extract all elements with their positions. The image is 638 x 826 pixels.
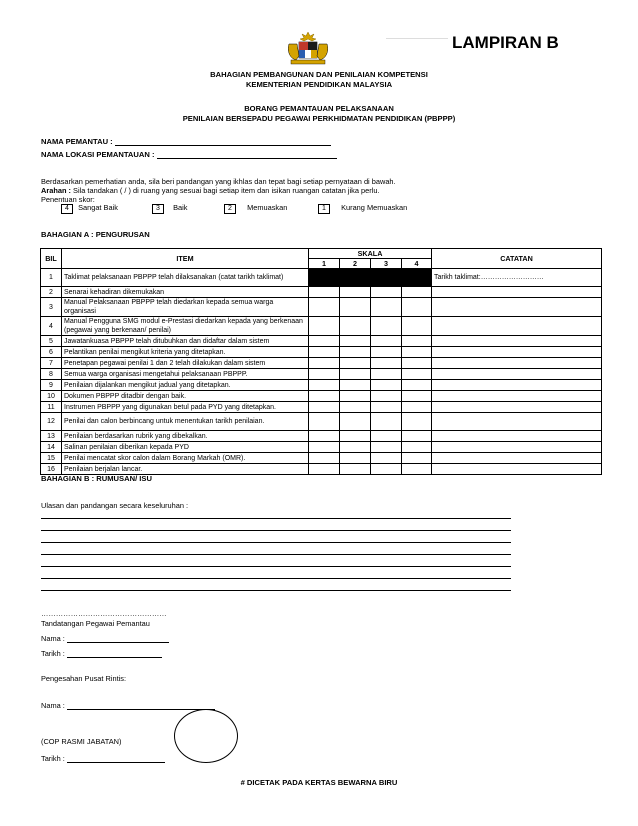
scale-cell-4[interactable] [402, 431, 432, 442]
score-number-box: 3 [152, 204, 164, 214]
comment-line[interactable] [41, 518, 511, 519]
scale-cell-4[interactable] [402, 453, 432, 464]
header-rule [386, 38, 448, 39]
row-catatan[interactable] [432, 317, 602, 336]
nama2-row [41, 701, 215, 710]
row-bil: 5 [41, 336, 62, 347]
section-b-title: BAHAGIAN B : RUMUSAN/ ISU [41, 474, 152, 483]
row-bil: 14 [41, 442, 62, 453]
scale-cell-4[interactable] [402, 380, 432, 391]
row-bil: 11 [41, 402, 62, 413]
malaysia-crest-logo [283, 30, 333, 68]
scale-1-header: 1 [309, 259, 340, 269]
row-catatan[interactable] [432, 380, 602, 391]
header-line-3: BORANG PEMANTAUAN PELAKSANAAN [244, 104, 394, 113]
table-row [41, 380, 602, 391]
scale-cell-4[interactable] [402, 402, 432, 413]
scale-cell-2[interactable] [340, 287, 371, 298]
scale-cell-2[interactable] [340, 431, 371, 442]
cop-label: (COP RASMI JABATAN) [41, 737, 122, 746]
table-row [41, 298, 602, 317]
row-item: Semua warga organisasi mengetahui pelaksanaan PBPPP. [62, 369, 309, 380]
nama-pemantau-field[interactable] [115, 137, 331, 146]
col-bil-header: BIL [41, 249, 62, 269]
row-catatan[interactable] [432, 431, 602, 442]
scale-cell-1[interactable] [309, 317, 340, 336]
comment-line[interactable] [41, 566, 511, 567]
signature-caption: Tandatangan Pegawai Pemantau [41, 619, 150, 628]
row-catatan[interactable] [432, 369, 602, 380]
row-bil: 6 [41, 347, 62, 358]
scale-cell-2[interactable] [340, 413, 371, 431]
col-skala-header: SKALA [309, 249, 432, 259]
scale-cell-2 [340, 269, 371, 287]
scale-cell-2[interactable] [340, 453, 371, 464]
tarikh-field[interactable] [67, 649, 162, 658]
score-number-box: 4 [61, 204, 73, 214]
table-row [41, 336, 602, 347]
row-item: Manual Pelaksanaan PBPPP telah diedarkan kepada semua warga organisasi [62, 298, 309, 317]
scale-cell-3[interactable] [371, 347, 402, 358]
scale-cell-1[interactable] [309, 380, 340, 391]
nama2-field[interactable] [67, 701, 215, 710]
row-item: Penetapan pegawai penilai 1 dan 2 telah dilakukan dalam sistem [62, 358, 309, 369]
row-item: Jawatankuasa PBPPP telah ditubuhkan dan didaftar dalam sistem [62, 336, 309, 347]
scale-cell-3[interactable] [371, 287, 402, 298]
row-item: Pelantikan penilai mengikut kriteria yang ditetapkan. [62, 347, 309, 358]
table-row [41, 369, 602, 380]
tarikh2-field[interactable] [67, 754, 165, 763]
arahan-row [41, 186, 380, 195]
table-row [41, 431, 602, 442]
scale-cell-4[interactable] [402, 347, 432, 358]
comment-line[interactable] [41, 554, 511, 555]
tarikh-row [41, 649, 162, 658]
scale-cell-1[interactable] [309, 464, 340, 475]
scale-cell-4[interactable] [402, 358, 432, 369]
scale-cell-4[interactable] [402, 317, 432, 336]
scale-cell-1[interactable] [309, 391, 340, 402]
official-stamp-area [174, 709, 238, 763]
tarikh2-row [41, 754, 165, 763]
assessment-table [40, 248, 602, 475]
nama-label: Nama : [41, 634, 65, 643]
row-bil: 7 [41, 358, 62, 369]
table-row [41, 442, 602, 453]
row-bil: 9 [41, 380, 62, 391]
header-line-2: KEMENTERIAN PENDIDIKAN MALAYSIA [245, 80, 393, 89]
scale-cell-2[interactable] [340, 336, 371, 347]
scale-cell-2[interactable] [340, 369, 371, 380]
nama2-label: Nama : [41, 701, 65, 710]
scale-cell-3[interactable] [371, 380, 402, 391]
scale-cell-3[interactable] [371, 464, 402, 475]
row-bil: 16 [41, 464, 62, 475]
score-legend-2 [224, 203, 287, 214]
scale-2-header: 2 [340, 259, 371, 269]
scale-cell-4[interactable] [402, 287, 432, 298]
scale-cell-2[interactable] [340, 358, 371, 369]
row-catatan[interactable] [432, 347, 602, 358]
scale-cell-3 [371, 269, 402, 287]
col-item-header: ITEM [62, 249, 309, 269]
scale-cell-1[interactable] [309, 431, 340, 442]
tarikh2-label: Tarikh : [41, 754, 65, 763]
row-item: Taklimat pelaksanaan PBPPP telah dilaksanakan (catat tarikh taklimat) [62, 269, 309, 287]
row-catatan[interactable]: Tarikh taklimat:……………………… [432, 269, 602, 287]
table-row [41, 453, 602, 464]
comment-line[interactable] [41, 542, 511, 543]
table-row [41, 391, 602, 402]
row-item: Dokumen PBPPP ditadbir dengan baik. [62, 391, 309, 402]
row-bil: 4 [41, 317, 62, 336]
row-item: Senarai kehadiran dikemukakan [62, 287, 309, 298]
row-catatan[interactable] [432, 298, 602, 317]
nama-lokasi-field[interactable] [157, 150, 337, 159]
nama-pemantau-label: NAMA PEMANTAU : [41, 137, 113, 146]
table-row [41, 269, 602, 287]
scale-cell-4[interactable] [402, 298, 432, 317]
col-catatan-header: CATATAN [432, 249, 602, 269]
row-item: Manual Pengguna SMG modul e-Prestasi diedarkan kepada yang berkenaan (pegawai yang berkenaan/ penilai) [62, 317, 309, 336]
row-item: Instrumen PBPPP yang digunakan betul pada PYD yang ditetapkan. [62, 402, 309, 413]
scale-cell-2[interactable] [340, 347, 371, 358]
comment-line[interactable] [41, 530, 511, 531]
nama-field[interactable] [67, 634, 169, 643]
row-catatan[interactable] [432, 391, 602, 402]
scale-cell-1[interactable] [309, 336, 340, 347]
scale-cell-2[interactable] [340, 298, 371, 317]
lampiran-title: LAMPIRAN B [452, 33, 559, 52]
row-item: Salinan penilaian diberikan kepada PYD [62, 442, 309, 453]
table-row [41, 402, 602, 413]
row-catatan[interactable] [432, 413, 602, 431]
score-legend-1 [318, 203, 407, 214]
row-catatan[interactable] [432, 336, 602, 347]
nama-lokasi-row [41, 150, 337, 159]
scale-cell-4 [402, 269, 432, 287]
nama-lokasi-label: NAMA LOKASI PEMANTAUAN : [41, 150, 155, 159]
row-bil: 15 [41, 453, 62, 464]
scale-cell-1[interactable] [309, 369, 340, 380]
table-row [41, 358, 602, 369]
scale-cell-2[interactable] [340, 317, 371, 336]
nama-row [41, 634, 169, 643]
score-number-box: 2 [224, 204, 236, 214]
score-legend-3 [152, 203, 187, 214]
tarikh-label: Tarikh : [41, 649, 65, 658]
scale-cell-1[interactable] [309, 298, 340, 317]
table-row [41, 464, 602, 475]
row-bil: 1 [41, 269, 62, 287]
row-item: Penilaian berjalan lancar. [62, 464, 309, 475]
scale-cell-2[interactable] [340, 380, 371, 391]
row-catatan[interactable] [432, 287, 602, 298]
row-item: Penilai dan calon berbincang untuk menentukan tarikh penilaian. [62, 413, 309, 431]
scale-cell-1[interactable] [309, 442, 340, 453]
scale-4-header: 4 [402, 259, 432, 269]
scale-cell-4[interactable] [402, 336, 432, 347]
scale-cell-1[interactable] [309, 358, 340, 369]
scale-cell-1[interactable] [309, 287, 340, 298]
scale-cell-4[interactable] [402, 442, 432, 453]
comment-line[interactable] [41, 578, 511, 579]
table-row [41, 317, 602, 336]
score-label: Sangat Baik [78, 203, 118, 212]
score-label: Kurang Memuaskan [341, 203, 408, 212]
arahan-label: Arahan : [41, 186, 71, 195]
scale-cell-1[interactable] [309, 453, 340, 464]
nama-pemantau-row [41, 137, 331, 146]
row-catatan[interactable] [432, 464, 602, 475]
scale-cell-2[interactable] [340, 464, 371, 475]
table-row [41, 413, 602, 431]
comment-line[interactable] [41, 590, 511, 591]
row-item: Penilaian berdasarkan rubrik yang dibekalkan. [62, 431, 309, 442]
row-bil: 2 [41, 287, 62, 298]
scale-cell-2[interactable] [340, 391, 371, 402]
header-line-1: BAHAGIAN PEMBANGUNAN DAN PENILAIAN KOMPETENSI [210, 70, 428, 79]
row-catatan[interactable] [432, 402, 602, 413]
row-item: Penilai mencatat skor calon dalam Borang Markah (OMR). [62, 453, 309, 464]
scale-cell-3[interactable] [371, 431, 402, 442]
scale-cell-1[interactable] [309, 347, 340, 358]
scale-cell-4[interactable] [402, 464, 432, 475]
scale-cell-4[interactable] [402, 369, 432, 380]
scale-cell-3[interactable] [371, 402, 402, 413]
scale-cell-2[interactable] [340, 402, 371, 413]
row-bil: 13 [41, 431, 62, 442]
row-catatan[interactable] [432, 453, 602, 464]
scale-cell-1[interactable] [309, 402, 340, 413]
scale-cell-3[interactable] [371, 442, 402, 453]
penentuan-label: Penentuan skor: [41, 195, 95, 204]
section-a-title: BAHAGIAN A : PENGURUSAN [41, 230, 150, 239]
scale-cell-3[interactable] [371, 317, 402, 336]
scale-3-header: 3 [371, 259, 402, 269]
score-label: Memuaskan [247, 203, 288, 212]
scale-cell-4[interactable] [402, 413, 432, 431]
table-body [41, 269, 602, 475]
scale-cell-1[interactable] [309, 413, 340, 431]
header-line-4: PENILAIAN BERSEPADU PEGAWAI PERKHIDMATAN PENDIDIKAN (PBPPP) [182, 114, 456, 123]
table-row [41, 287, 602, 298]
scale-cell-3[interactable] [371, 358, 402, 369]
scale-cell-1 [309, 269, 340, 287]
scale-cell-3[interactable] [371, 298, 402, 317]
scale-cell-3[interactable] [371, 391, 402, 402]
row-catatan[interactable] [432, 358, 602, 369]
signature-dots: …………………………………………… [41, 609, 167, 618]
arahan-text: Sila tandakan ( / ) di ruang yang sesuai bagi setiap item dan isikan ruangan catatan jika perlu. [70, 186, 380, 195]
scale-cell-3[interactable] [371, 369, 402, 380]
pengesahan-label: Pengesahan Pusat Rintis: [41, 674, 127, 683]
scale-cell-3[interactable] [371, 413, 402, 431]
table-row [41, 347, 602, 358]
instruction-text: Berdasarkan pemerhatian anda, sila beri pandangan yang ikhlas dan tepat bagi setiap pernyataan di bawah. [41, 177, 396, 186]
row-catatan[interactable] [432, 442, 602, 453]
score-legend-4 [61, 203, 118, 214]
scale-cell-4[interactable] [402, 391, 432, 402]
row-bil: 3 [41, 298, 62, 317]
scale-cell-2[interactable] [340, 442, 371, 453]
score-number-box: 1 [318, 204, 330, 214]
scale-cell-3[interactable] [371, 336, 402, 347]
footer-note: # DICETAK PADA KERTAS BEWARNA BIRU [240, 778, 398, 787]
row-bil: 8 [41, 369, 62, 380]
row-item: Penilaian dijalankan mengikut jadual yang ditetapkan. [62, 380, 309, 391]
scale-cell-3[interactable] [371, 453, 402, 464]
score-label: Baik [173, 203, 188, 212]
row-bil: 12 [41, 413, 62, 431]
ulasan-label: Ulasan dan pandangan secara keseluruhan : [41, 501, 189, 510]
row-bil: 10 [41, 391, 62, 402]
